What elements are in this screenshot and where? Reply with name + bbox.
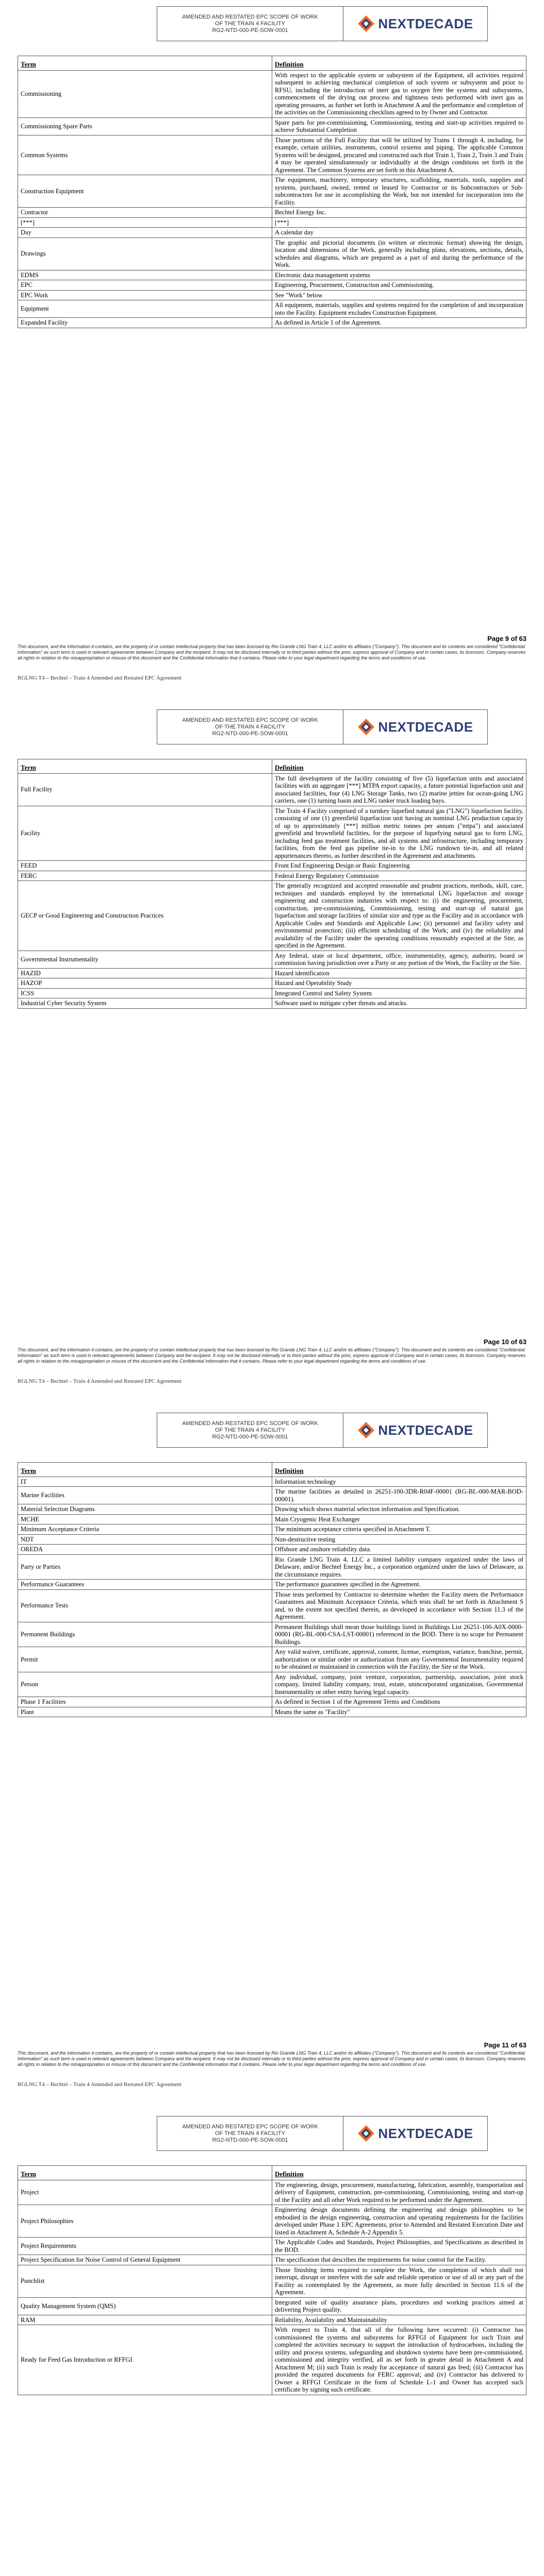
confidentiality-disclaimer: This document, and the information it contains, are the property of or contain intellectual property that has been licensed by Rio Grande LNG Train 4, LLC and/or its affiliates ("Company"). This document and its contents are considered "Confidential Information" as such term is used in relevant agreements between Company and the recipient. It may not be disclosed internally or to third parties without the prior, express approval of Company and in certain cases, its licensors. Company reserves all rights in relation to the misappropriation or misuse of this document and the Confidential Information that it contains. Please refer to your legal department regarding the terms and conditions of use. [18,2050,526,2067]
term-cell: Day [18,228,272,238]
table-row [18,290,526,300]
table-row [18,1672,526,1697]
definition-cell: Reliability, Availability and Maintainability [272,2315,526,2325]
definition-cell: Engineering, Procurement, Construction and Commissioning. [272,280,526,291]
definition-cell: Drawing which shows material selection information and Specification. [272,1504,526,1515]
definition-cell: The Applicable Codes and Standards, Project Philosophies, and Specifications as described in the BOD. [272,2238,526,2255]
table-row [18,871,526,881]
definition-cell: Software used to mitigate cyber threats and attacks. [272,998,526,1009]
table-row [18,238,526,270]
definition-column-header: Definition [272,759,526,774]
header-line-2: OF THE TRAIN 4 FACILITY [215,2130,285,2137]
table-row [18,861,526,871]
header-line-3: RG2-NTD-000-PE-SOW-0001 [212,1433,288,1440]
nextdecade-logo-icon [357,718,375,736]
table-row [18,2325,526,2395]
table-row [18,228,526,238]
term-cell: Project Specification for Noise Control of General Equipment [18,2255,272,2265]
term-cell: Project Philosophies [18,2205,272,2238]
term-cell: Party or Parties [18,1554,272,1580]
term-cell: Expanded Facility [18,318,272,328]
term-cell: [***] [18,217,272,228]
table-row [18,1477,526,1487]
header-line-2: OF THE TRAIN 4 FACILITY [215,1427,285,1433]
page-header [157,2116,488,2151]
table-row [18,2265,526,2297]
page-header [157,709,488,744]
definition-cell: Those portions of the Full Facility that will be utilized by Trains 1 through 4, including, for example, certain utilities, instruments, control systems and piping. The applicable Common Systems will be designed, procured and constructed such that Train 1, Train 2, Train 3 and Train 4 may be operated simultaneously or individually at the design conditions set forth in the Agreement. The Common Systems are set forth in this Attachment A. [272,135,526,175]
table-header-row [18,1463,526,1477]
term-cell: HAZID [18,968,272,978]
table-row [18,1514,526,1524]
table-row [18,217,526,228]
table-row [18,806,526,861]
table-row [18,968,526,978]
definition-cell: Non-destructive testing [272,1534,526,1545]
definition-cell: With respect to Train 4, that all of the following have occurred: (i) Contractor has commissioned the systems and subsystems for RFFGI of Equipment for such Train and completed the activities necessary to support the introduction of hydrocarbons, including the utility and process systems, safeguarding and shutdown systems have been pre-commissioned, commissioned and integrity verified, all as set forth in greater detail in Attachment A and Attachment M; (ii) such Train is ready for acceptance of natural gas feed; (iii) Contractor has provided the required documents for FERC approval; and (iv) Contractor has delivered to Owner a RFFGI Certificate in the form of Schedule L-1 and Owner has accepted such certificate by signing such certificate. [272,2325,526,2395]
header-title-block [157,710,343,744]
table-header-row [18,56,526,71]
definition-cell: Offshore and onshore reliability data. [272,1545,526,1555]
table-row [18,1545,526,1555]
definition-cell: Federal Energy Regulatory Commission [272,871,526,881]
term-cell: Performance Guarantees [18,1580,272,1590]
table-row [18,117,526,135]
table-row [18,2238,526,2255]
term-cell: MCHE [18,1514,272,1524]
term-cell: RAM [18,2315,272,2325]
table-row [18,1697,526,1707]
table-row [18,1534,526,1545]
definition-column-header: Definition [272,2166,526,2180]
definition-cell: Front End Engineering Design or Basic Engineering [272,861,526,871]
definition-cell: Those tests performed by Contractor to determine whether the Facility meets the Performance Guarantees and Minimum Acceptance Criteria, which tests shall be set forth in Attachment S and, to the extent not specified therein, as developed in accordance with Section 11.3 of the Agreement. [272,1589,526,1622]
definition-cell: The engineering, design, procurement, manufacturing, fabrication, assembly, transportation and delivery of Equipment, construction, pre-commissioning, Commissioning, testing and start-up of the Facility and all other Work required to be performed under the Agreement. [272,2180,526,2205]
logo-wordmark: NEXTDECADE [378,719,473,735]
term-column-header: Term [18,2166,272,2180]
table-row [18,318,526,328]
table-row [18,300,526,318]
table-row [18,2205,526,2238]
term-cell: NDT [18,1534,272,1545]
table-row [18,270,526,280]
term-column-header: Term [18,759,272,774]
definition-cell: Any federal, state or local department, office, instrumentality, agency, authority, board or commission having jurisdiction over a Party or any portion of the Work, the Facility or the Site. [272,951,526,968]
definition-column-header: Definition [272,1463,526,1477]
definition-cell: Engineering design documents defining the engineering and design philosophies to be embodied in the design engineering, construction and operating requirements for the facilities developed under Phase 1 EPC Agreements, prior to Amended and Restated Execution Date and listed in Attachment A, Schedule A-2 Appendix 5. [272,2205,526,2238]
definition-cell: Integrated Control and Safety System [272,988,526,998]
table-row [18,2180,526,2205]
company-logo [343,7,487,41]
definition-cell: All equipment, materials, supplies and systems required for the completion of and incorporation into the Facility. Equipment excludes Construction Equipment. [272,300,526,318]
term-cell: Full Facility [18,773,272,806]
definition-cell: The minimum acceptance criteria specified in Attachment T. [272,1524,526,1535]
company-logo [343,710,487,744]
table-row [18,70,526,117]
page-number: Page 11 of 63 [484,2041,526,2049]
table-row [18,1580,526,1590]
term-cell: Phase 1 Facilities [18,1697,272,1707]
definitions-table [18,2165,526,2395]
nextdecade-logo-icon [357,1421,375,1439]
table-row [18,1622,526,1647]
table-row [18,2315,526,2325]
definition-cell: A calendar day [272,228,526,238]
term-cell: Facility [18,806,272,861]
term-cell: Common Systems [18,135,272,175]
definition-cell: As defined in Article 1 of the Agreement. [272,318,526,328]
definition-cell: Any valid waiver, certificate, approval, consent, license, exemption, variance, franchise, permit, authorization or similar order or authorization from any Governmental Instrumentality required to be obtained or maintained in connection with the Facility, the Site or the Work. [272,1647,526,1672]
term-cell: Contractor [18,208,272,218]
term-column-header: Term [18,56,272,71]
definition-column-header: Definition [272,56,526,71]
term-cell: HAZOP [18,978,272,989]
document-page [0,1406,544,2110]
header-line-1: AMENDED AND RESTATED EPC SCOPE OF WORK [182,717,318,723]
definition-cell: See "Work" below [272,290,526,300]
term-column-header: Term [18,1463,272,1477]
definition-cell: The specification that describes the requirements for noise control for the Facility. [272,2255,526,2265]
table-row [18,1487,526,1504]
document-footer: RGLNG T4 – Bechtel – Train 4 Amended and Restated EPC Agreement [18,1378,182,1384]
table-row [18,208,526,218]
term-cell: OREDA [18,1545,272,1555]
table-header-row [18,759,526,774]
term-cell: Ready for Feed Gas Introduction or RFFGI [18,2325,272,2395]
term-cell: Commissioning Spare Parts [18,117,272,135]
table-row [18,988,526,998]
page-header [157,1413,488,1448]
definition-cell: Means the same as "Facility" [272,1707,526,1717]
definition-cell: Permanent Buildings shall mean those buildings listed in Buildings List 26251-100-A0X-0000-00001 (RG-BL-000-CSA-LST-00001) referenced in the BOD. There is no scope for Permanent Buildings. [272,1622,526,1647]
document-page [0,2110,544,2576]
definition-cell: The performance guarantees specified in the Agreement. [272,1580,526,1590]
definition-cell: The Train 4 Facility comprised of a turnkey liquefied natural gas ("LNG") liquefaction facility, consisting of one (1) greenfield liquefaction unit having an nominal LNG production capacity of up to approximately [***] million metric tonnes per annum ("mtpa") and associated greenfield and brownfield facilities, for the purpose of liquefying natural gas to form LNG, including feed gas treatment facilities, and all systems and infrastructure, including temporary facilities, from the feed gas pipeline tie-in to the LNG rundown tie-in, and all related appurtenances thereto, as further described in the Agreement and attachments. [272,806,526,861]
table-row [18,998,526,1009]
header-line-3: RG2-NTD-000-PE-SOW-0001 [212,2137,288,2143]
term-cell: Performance Tests [18,1589,272,1622]
nextdecade-logo-icon [357,15,375,32]
definition-cell: Hazard and Operability Study [272,978,526,989]
definition-cell: Hazard identification [272,968,526,978]
term-cell: Punchlist [18,2265,272,2297]
term-cell: Marine Facilities [18,1487,272,1504]
table-row [18,1647,526,1672]
term-cell: FEED [18,861,272,871]
table-row [18,773,526,806]
document-page [0,703,544,1406]
header-title-block [157,7,343,41]
term-cell: Quality Management System (QMS) [18,2297,272,2315]
definitions-table [18,1462,526,1717]
definition-cell: Electronic data management systems [272,270,526,280]
definition-cell: Those finishing items required to complete the Work, the completion of which shall not interrupt, disrupt or interfere with the safe and reliable operation or use of all or any part of the Facility as contemplated by the Agreement, as more fully described in Section 11.6 of the Agreement. [272,2265,526,2297]
header-line-1: AMENDED AND RESTATED EPC SCOPE OF WORK [182,13,318,20]
table-row [18,1707,526,1717]
table-header-row [18,2166,526,2180]
header-line-1: AMENDED AND RESTATED EPC SCOPE OF WORK [182,2123,318,2130]
definition-cell: Integrated suite of quality assurance plans, procedures and working practices aimed at delivering Project quality. [272,2297,526,2315]
table-row [18,1524,526,1535]
confidentiality-disclaimer: This document, and the information it contains, are the property of or contain intellectual property that has been licensed by Rio Grande LNG Train 4, LLC and/or its affiliates ("Company"). This document and its contents are considered "Confidential Information" as such term is used in relevant agreements between Company and the recipient. It may not be disclosed internally or to third parties without the prior, express approval of Company and in certain cases, its licensors. Company reserves all rights in relation to the misappropriation or misuse of this document and the Confidential Information that it contains. Please refer to your legal department regarding the terms and conditions of use. [18,644,526,660]
page-header [157,6,488,41]
term-cell: Person [18,1672,272,1697]
company-logo [343,2116,487,2150]
company-logo [343,1413,487,1447]
table-row [18,280,526,291]
definitions-table [18,759,526,1009]
document-footer: RGLNG T4 – Bechtel – Train 4 Amended and Restated EPC Agreement [18,2081,182,2088]
table-row [18,135,526,175]
definition-cell: With respect to the applicable system or subsystem of the Equipment, all activities required subsequent to achieving mechanical completion of such system or subsystem and prior to RFSU, including the introduction of inert gas to oxygen free the systems and subsystems, commencement of the drying out process and tightness tests performed with inert gas as operating pressures, as further set forth in Attachment A and the performance and completion of the activities on the Commissioning checklists agreed to by Owner and Contractor. [272,70,526,117]
term-cell: Commissioning [18,70,272,117]
term-cell: Construction Equipment [18,175,272,208]
term-cell: EPC Work [18,290,272,300]
confidentiality-disclaimer: This document, and the information it contains, are the property of or contain intellectual property that has been licensed by Rio Grande LNG Train 4, LLC and/or its affiliates ("Company"). This document and its contents are considered "Confidential Information" as such term is used in relevant agreements between Company and the recipient. It may not be disclosed internally or to third parties without the prior, express approval of Company and in certain cases, its licensors. Company reserves all rights in relation to the misappropriation or misuse of this document and the Confidential Information that it contains. Please refer to your legal department regarding the terms and conditions of use. [18,1347,526,1364]
definition-cell: Bechtel Energy Inc. [272,208,526,218]
page-number: Page 10 of 63 [483,1338,526,1346]
definition-cell: Main Cryogenic Heat Exchanger [272,1514,526,1524]
definition-cell: The equipment, machinery, temporary structures, scaffolding, materials, tools, supplies and systems, purchased, owned, rented or leased by Contractor or its Subcontractors or Sub-subcontractors for use in accomplishing the Work, but not intended for incorporation into the Facility. [272,175,526,208]
definition-cell: Spare parts for pre-commissioning, Commissioning, testing and start-up activities required to achieve Substantial Completion [272,117,526,135]
table-row [18,951,526,968]
term-cell: Project Requirements [18,2238,272,2255]
term-cell: ICSS [18,988,272,998]
table-row [18,1554,526,1580]
table-row [18,1504,526,1515]
document-footer: RGLNG T4 – Bechtel – Train 4 Amended and Restated EPC Agreement [18,675,182,681]
table-row [18,2255,526,2265]
term-cell: Project [18,2180,272,2205]
definition-cell: The graphic and pictorial documents (in written or electronic format) showing the design, location and dimensions of the Work, generally including plans, elevations, sections, details, schedules and diagrams, which are prepared as a part of and during the performance of the Work. [272,238,526,270]
definition-cell: The generally recognized and accepted reasonable and prudent practices, methods, skill, care, techniques and standards employed by the international LNG liquefaction and storage engineering and construction industries with respect to: (i) the engineering, procurement, construction, pre-commissioning, Commissioning, testing and start-up of natural gas liquefaction and storage facilities of similar size and type as the Facility and in accordance with Applicable Codes and Standards and Applicable Law; (ii) personnel and facility safety and environmental protection; (iii) efficient scheduling of the Work; and (iv) the reliability and availability of the Facility under the operating conditions reasonably expected at the Site, as specified in the Agreement. [272,881,526,951]
page-number: Page 9 of 63 [487,635,526,642]
term-cell: GECP or Good Engineering and Construction Practices [18,881,272,951]
term-cell: Drawings [18,238,272,270]
header-title-block [157,1413,343,1447]
definition-cell: [***] [272,217,526,228]
term-cell: Industrial Cyber Security System [18,998,272,1009]
header-line-3: RG2-NTD-000-PE-SOW-0001 [212,730,288,737]
term-cell: FERC [18,871,272,881]
term-cell: Governmental Instrumentality [18,951,272,968]
nextdecade-logo-icon [357,2125,375,2142]
definition-cell: Information technology [272,1477,526,1487]
term-cell: Equipment [18,300,272,318]
term-cell: EPC [18,280,272,291]
term-cell: Minimum Acceptance Criteria [18,1524,272,1535]
logo-wordmark: NEXTDECADE [378,15,473,31]
definition-cell: The full development of the facility consisting of five (5) liquefaction units and associated facilities with an aggregate [***] MTPA export capacity, a future potential liquefaction unit and associated facilities, four (4) LNG Storage Tanks, two (2) marine jetties for ocean-going LNG carriers, one (1) turning basin and LNG tanker truck loading bays. [272,773,526,806]
document-page [0,0,544,703]
table-row [18,978,526,989]
definitions-table [18,56,526,328]
header-line-3: RG2-NTD-000-PE-SOW-0001 [212,27,288,33]
definition-cell: The marine facilities as detailed in 26251-100-3DR-R04F-00001 (RG-BL-000-MAR-BOD-00001). [272,1487,526,1504]
term-cell: EDMS [18,270,272,280]
definition-cell: As defined in Section 1 of the Agreement Terms and Conditions [272,1697,526,1707]
table-row [18,881,526,951]
header-line-2: OF THE TRAIN 4 FACILITY [215,723,285,730]
header-line-2: OF THE TRAIN 4 FACILITY [215,20,285,27]
term-cell: Permanent Buildings [18,1622,272,1647]
term-cell: Material Selection Diagrams [18,1504,272,1515]
table-row [18,1589,526,1622]
term-cell: Permit [18,1647,272,1672]
definition-cell: Rio Grande LNG Train 4, LLC a limited liability company organized under the laws of Delaware, and/or Bechtel Energy Inc., a corporation organized under the laws of Delaware, as the circumstance requires. [272,1554,526,1580]
table-row [18,2297,526,2315]
header-line-1: AMENDED AND RESTATED EPC SCOPE OF WORK [182,1420,318,1427]
table-row [18,175,526,208]
header-title-block [157,2116,343,2150]
definition-cell: Any individual, company, joint venture, corporation, partnership, association, joint stock company, limited liability company, trust, estate, unincorporated organization, Governmental Instrumentality or other entity having legal capacity. [272,1672,526,1697]
term-cell: IT [18,1477,272,1487]
term-cell: Plant [18,1707,272,1717]
logo-wordmark: NEXTDECADE [378,1422,473,1438]
logo-wordmark: NEXTDECADE [378,2125,473,2141]
